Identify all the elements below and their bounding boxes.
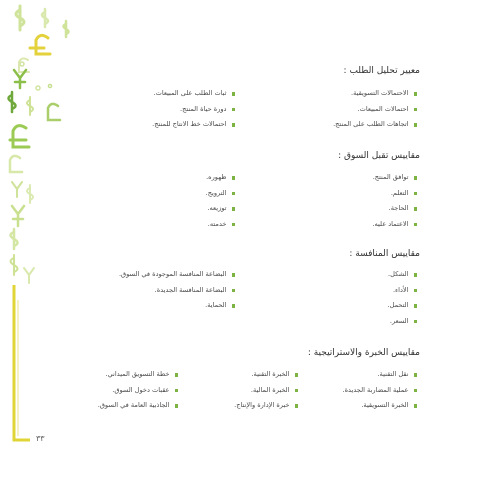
list-item: اتجاهات الطلب على المنتج. <box>333 117 417 133</box>
list-item: الخبرة التقنية. <box>234 367 298 383</box>
bullet-icon <box>232 123 236 127</box>
page-number: ٣٣ <box>36 434 45 443</box>
pound-icon <box>10 126 29 147</box>
bullet-icon <box>414 223 418 227</box>
yen-icon <box>24 268 34 283</box>
dollar-icon <box>64 21 69 37</box>
dollar-icon <box>27 97 33 115</box>
list-item: خدمته. <box>206 217 235 233</box>
dollar-icon <box>42 9 48 27</box>
list-item: الحاجة. <box>372 201 417 217</box>
frame-bracket <box>14 285 30 440</box>
bullet-icon <box>232 176 236 180</box>
currency-decoration <box>0 0 80 480</box>
dollar-icon <box>11 229 18 249</box>
list-item: الخبرة المالية. <box>234 383 298 399</box>
bullet-icon <box>414 123 418 127</box>
bullet-icon <box>175 389 179 393</box>
dollar-icon <box>16 6 24 30</box>
demand-col-2 <box>152 86 235 133</box>
dollar-icon <box>27 185 33 203</box>
dollar-icon <box>11 255 18 275</box>
list-item: ظهوره. <box>206 170 235 186</box>
bullet-icon <box>414 108 418 112</box>
list-item: السعر. <box>388 314 418 330</box>
list-item: توافق المنتج. <box>372 170 417 186</box>
list-item: البضاعة المنافسة الموجودة في السوق. <box>119 267 235 283</box>
list-item: الأداء. <box>388 283 418 299</box>
strategy-col-1 <box>343 367 418 414</box>
list-item: الاعتماد عليه. <box>372 217 417 233</box>
section-title-competition: مقاييس المنافسة : <box>349 249 420 259</box>
bullet-icon <box>232 192 236 196</box>
bullet-icon <box>232 108 236 112</box>
bullet-icon <box>232 207 236 211</box>
bullet-icon <box>414 304 418 308</box>
bullet-icon <box>414 192 418 196</box>
bullet-icon <box>232 273 236 277</box>
bullet-icon <box>414 320 418 324</box>
strategy-col-3 <box>98 367 178 414</box>
bullet-icon <box>295 389 299 393</box>
list-item: عقبات دخول السوق. <box>98 383 178 399</box>
bullet-icon <box>414 289 418 293</box>
list-item: عملية المضاربة الجديدة. <box>343 383 418 399</box>
dollar-icon <box>9 92 16 112</box>
yen-icon <box>12 206 24 226</box>
demand-col-1 <box>333 86 417 133</box>
pound-icon <box>48 104 60 120</box>
pound-icon <box>30 35 50 54</box>
bullet-icon <box>295 404 299 408</box>
list-item: التعلم. <box>372 186 417 202</box>
competition-col-2 <box>119 267 235 314</box>
bullet-icon <box>175 373 179 377</box>
bullet-icon <box>295 373 299 377</box>
bullet-icon <box>232 304 236 308</box>
list-item: ثبات الطلب على المبيعات. <box>152 86 235 102</box>
competition-col-1 <box>388 267 418 329</box>
bullet-icon <box>232 92 236 96</box>
bullet-icon <box>175 404 179 408</box>
yen-icon <box>12 182 22 197</box>
list-item: الترويج. <box>206 186 235 202</box>
bullet-icon <box>414 273 418 277</box>
market-col-1 <box>372 170 417 232</box>
list-item: الخبرة التسويقية. <box>343 398 418 414</box>
bullet-icon <box>414 207 418 211</box>
list-item: احتمالات خط الانتاج للمنتج. <box>152 117 235 133</box>
bullet-icon <box>414 92 418 96</box>
list-item: توزيعه. <box>206 201 235 217</box>
list-item: التحمل. <box>388 298 418 314</box>
list-item: الحماية. <box>119 298 235 314</box>
list-item: دورة حياة المنتج. <box>152 102 235 118</box>
market-col-2 <box>206 170 235 232</box>
section-title-experience-strategy: مقاييس الخبرة والاستراتيجية : <box>307 348 420 358</box>
bullet-icon <box>232 223 236 227</box>
bullet-icon <box>414 373 418 377</box>
list-item: نقل التقنية. <box>343 367 418 383</box>
list-item: احتمالات المبيعات. <box>333 102 417 118</box>
section-title-market-acceptance: مقاييس تقبل السوق : <box>338 151 420 161</box>
pound-icon <box>10 156 22 172</box>
strategy-col-2 <box>234 367 298 414</box>
section-title-demand-analysis: معيير تحليل الطلب : <box>343 66 420 76</box>
list-item: خطة التسويق الميداني. <box>98 367 178 383</box>
bullet-icon <box>414 404 418 408</box>
bullet-icon <box>414 176 418 180</box>
list-item: الاحتمالات التسويقية. <box>333 86 417 102</box>
bullet-icon <box>232 289 236 293</box>
list-item: الشكل. <box>388 267 418 283</box>
bullet-icon <box>414 389 418 393</box>
list-item: البضاعة المنافسة الجديدة. <box>119 283 235 299</box>
list-item: الجاذبية العامة في السوق. <box>98 398 178 414</box>
list-item: خبرة الإدارة والإنتاج. <box>234 398 298 414</box>
